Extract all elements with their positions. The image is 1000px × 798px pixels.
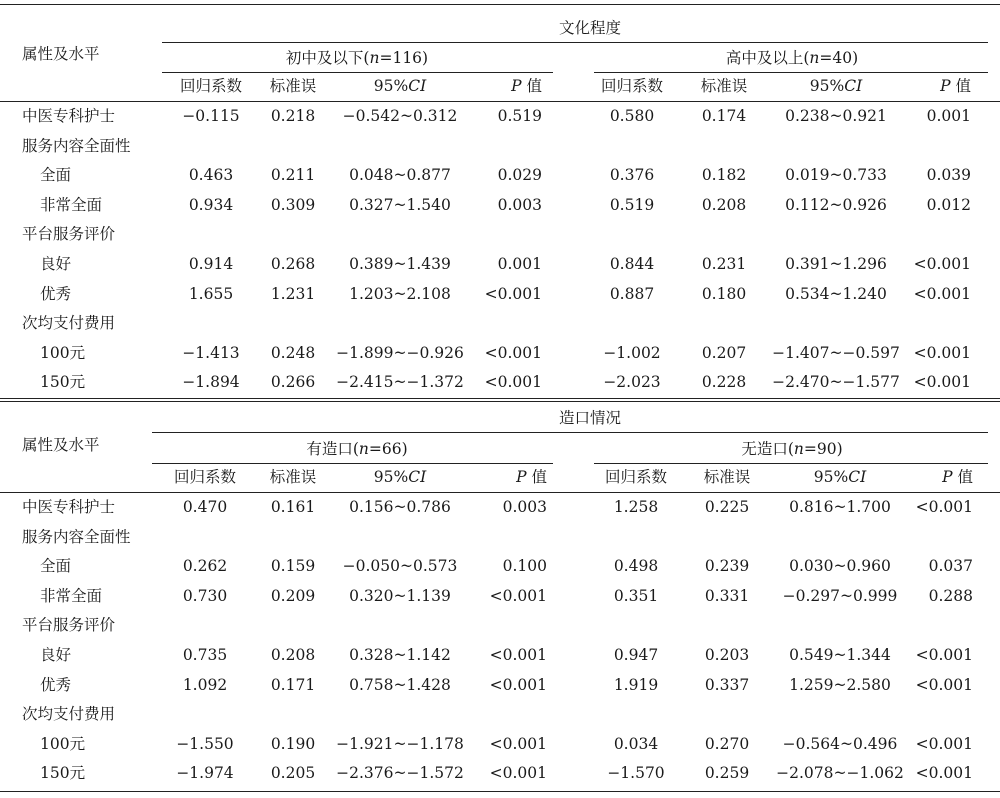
table-cell: 0.268 xyxy=(270,255,316,273)
row-label: 服务内容全面性 xyxy=(22,136,131,155)
table-cell: 0.519 xyxy=(609,195,655,214)
group-underline xyxy=(152,463,553,464)
table-cell: −1.899~−0.926 xyxy=(336,343,464,362)
row-label: 平台服务评价 xyxy=(22,225,116,244)
table-cell: 1.655 xyxy=(188,284,234,303)
column-header: P 值 xyxy=(511,77,542,95)
table-cell: −1.570 xyxy=(607,764,665,783)
table-cell: <0.001 xyxy=(489,764,547,783)
column-header: P 值 xyxy=(942,468,973,486)
table-cell: 1.092 xyxy=(182,675,228,694)
table-cell: 0.159 xyxy=(270,557,316,576)
column-header: 标准误 xyxy=(700,77,748,95)
table-cell: 0.156~0.786 xyxy=(349,498,451,516)
table-cell: 0.239 xyxy=(704,557,750,576)
table-title: 造口情况 xyxy=(558,409,622,427)
table-cell: 0.259 xyxy=(704,764,750,783)
table-cell: −1.894 xyxy=(182,373,240,392)
column-header: P 值 xyxy=(940,77,971,95)
table-cell: 0.030~0.960 xyxy=(789,557,891,576)
table-cell: 0.519 xyxy=(497,107,542,125)
table-cell: 0.376 xyxy=(609,166,655,185)
table-cell: 0.320~1.139 xyxy=(349,586,451,605)
table-cell: <0.001 xyxy=(484,343,542,362)
table-cell: 0.012 xyxy=(926,195,971,214)
table-cell: −1.974 xyxy=(176,764,234,783)
row-label: 次均支付费用 xyxy=(22,314,116,333)
group-underline xyxy=(594,463,988,464)
table-cell: 0.327~1.540 xyxy=(349,195,451,214)
table-cell: 0.580 xyxy=(609,107,655,125)
table-cell: 0.039 xyxy=(926,166,971,185)
table-cell: 0.331 xyxy=(704,586,750,605)
table-cell: 0.463 xyxy=(188,166,234,185)
column-header: 95%CI xyxy=(813,468,867,486)
table-cell: −1.413 xyxy=(182,343,240,362)
table-cell: 0.225 xyxy=(704,498,750,516)
column-header: 回归系数 xyxy=(179,77,243,95)
table-cell: 0.391~1.296 xyxy=(785,255,887,273)
column-header: 95%CI xyxy=(373,468,427,486)
table-cell: <0.001 xyxy=(489,646,547,664)
stub-header: 属性及水平 xyxy=(22,45,100,63)
row-label: 服务内容全面性 xyxy=(22,527,131,546)
table-cell: 0.328~1.142 xyxy=(349,646,451,664)
table-cell: −2.470~−1.577 xyxy=(772,373,900,392)
group-underline xyxy=(162,72,553,73)
column-header: 回归系数 xyxy=(600,77,664,95)
table-cell: 0.001 xyxy=(497,255,542,273)
table-cell: 0.174 xyxy=(701,107,747,125)
table-cell: 0.934 xyxy=(188,195,234,214)
table-cell: <0.001 xyxy=(489,734,547,753)
table-cell: 0.208 xyxy=(270,646,316,664)
table-title: 文化程度 xyxy=(558,19,622,37)
table-cell: −2.376~−1.572 xyxy=(336,764,464,783)
table-cell: 0.037 xyxy=(928,557,973,576)
row-label: 100元 xyxy=(40,734,86,753)
table-cell: 1.919 xyxy=(613,675,659,694)
row-label: 良好 xyxy=(40,255,72,273)
table-cell: 0.351 xyxy=(613,586,659,605)
row-label: 中医专科护士 xyxy=(22,107,116,125)
table-cell: 0.161 xyxy=(270,498,316,516)
table-cell: 0.270 xyxy=(704,734,750,753)
table-cell: <0.001 xyxy=(913,284,971,303)
table-cell: 0.207 xyxy=(701,343,747,362)
column-header: 标准误 xyxy=(703,468,751,486)
header-bottom-rule xyxy=(0,492,1000,493)
table-bottom-rule xyxy=(0,791,1000,792)
table-cell: −1.921~−1.178 xyxy=(336,734,464,753)
table-cell: 0.182 xyxy=(701,166,747,185)
group-header: 无造口(n=90) xyxy=(741,440,843,458)
table-cell: −0.564~0.496 xyxy=(782,734,898,753)
table-cell: 0.730 xyxy=(182,586,228,605)
table-cell: −2.415~−1.372 xyxy=(336,373,464,392)
table-cell: 0.112~0.926 xyxy=(785,195,887,214)
table-cell: 0.262 xyxy=(182,557,228,576)
column-header: P 值 xyxy=(516,468,547,486)
table-top-rule xyxy=(0,4,1000,5)
table-top-rule-double xyxy=(0,401,1000,402)
table-cell: 0.190 xyxy=(270,734,316,753)
table-cell: 0.816~1.700 xyxy=(789,498,891,516)
column-header: 回归系数 xyxy=(604,468,668,486)
header-bottom-rule xyxy=(0,101,1000,102)
table-cell: 0.003 xyxy=(497,195,542,214)
table-cell: 0.498 xyxy=(613,557,659,576)
table-cell: −2.078~−1.062 xyxy=(776,764,904,783)
table-cell: −1.002 xyxy=(603,343,661,362)
table-cell: 0.001 xyxy=(926,107,971,125)
column-header: 标准误 xyxy=(269,77,317,95)
table-cell: 0.309 xyxy=(270,195,316,214)
row-label: 优秀 xyxy=(40,284,72,303)
table-cell: <0.001 xyxy=(913,373,971,392)
group-header: 高中及以上(n=40) xyxy=(725,49,859,67)
row-label: 平台服务评价 xyxy=(22,616,116,635)
row-label: 次均支付费用 xyxy=(22,705,116,724)
table-cell: 0.389~1.439 xyxy=(349,255,451,273)
table-cell: 0.019~0.733 xyxy=(785,166,887,185)
row-label: 全面 xyxy=(40,166,72,185)
table-cell: 0.203 xyxy=(704,646,750,664)
table-cell: −0.050~0.573 xyxy=(342,557,458,576)
table-cell: 0.238~0.921 xyxy=(785,107,887,125)
column-header: 标准误 xyxy=(269,468,317,486)
table-cell: <0.001 xyxy=(484,373,542,392)
table-cell: 0.549~1.344 xyxy=(789,646,891,664)
table-cell: 0.205 xyxy=(270,764,316,783)
table-cell: 0.947 xyxy=(613,646,659,664)
table-cell: 0.914 xyxy=(188,255,234,273)
table-cell: −1.550 xyxy=(176,734,234,753)
table-cell: 0.228 xyxy=(701,373,747,392)
table-cell: 0.029 xyxy=(497,166,542,185)
table-cell: 0.218 xyxy=(270,107,316,125)
group-header: 有造口(n=66) xyxy=(306,440,408,458)
row-label: 100元 xyxy=(40,343,86,362)
row-label: 非常全面 xyxy=(40,586,103,605)
column-header: 回归系数 xyxy=(173,468,237,486)
table-cell: <0.001 xyxy=(489,586,547,605)
table-cell: 0.266 xyxy=(270,373,316,392)
table-cell: 0.534~1.240 xyxy=(785,284,887,303)
row-label: 非常全面 xyxy=(40,195,103,214)
table-cell: <0.001 xyxy=(915,675,973,694)
table-cell: 0.100 xyxy=(502,557,547,576)
table-cell: 0.171 xyxy=(270,675,316,694)
table-cell: <0.001 xyxy=(913,255,971,273)
table-cell: 0.470 xyxy=(182,498,228,516)
row-label: 中医专科护士 xyxy=(22,498,116,516)
table-cell: −0.115 xyxy=(182,107,240,125)
table-cell: 1.258 xyxy=(613,498,659,516)
table-cell: <0.001 xyxy=(484,284,542,303)
row-label: 150元 xyxy=(40,764,86,783)
title-underline xyxy=(152,432,988,433)
table-cell: 0.337 xyxy=(704,675,750,694)
table-cell: 0.758~1.428 xyxy=(349,675,451,694)
row-label: 150元 xyxy=(40,373,86,392)
column-header: 95%CI xyxy=(809,77,863,95)
table-cell: 0.034 xyxy=(613,734,659,753)
table-cell: 0.209 xyxy=(270,586,316,605)
table-top-rule xyxy=(0,398,1000,399)
table-cell: 0.887 xyxy=(609,284,655,303)
group-header: 初中及以下(n=116) xyxy=(285,49,429,67)
table-cell: −0.297~0.999 xyxy=(782,586,898,605)
title-underline xyxy=(162,42,988,43)
table-cell: −0.542~0.312 xyxy=(342,107,458,125)
table-cell: 0.048~0.877 xyxy=(349,166,451,185)
table-cell: 1.259~2.580 xyxy=(789,675,891,694)
table-cell: 0.231 xyxy=(701,255,747,273)
table-cell: <0.001 xyxy=(915,734,973,753)
table-cell: 1.203~2.108 xyxy=(349,284,451,303)
table-cell: 0.844 xyxy=(609,255,655,273)
row-label: 良好 xyxy=(40,646,72,664)
table-cell: 0.288 xyxy=(928,586,973,605)
row-label: 优秀 xyxy=(40,675,72,694)
table-cell: 0.735 xyxy=(182,646,228,664)
table-cell: −1.407~−0.597 xyxy=(772,343,900,362)
table-cell: <0.001 xyxy=(915,646,973,664)
stub-header: 属性及水平 xyxy=(22,436,100,454)
table-cell: <0.001 xyxy=(915,498,973,516)
table-cell: 0.208 xyxy=(701,195,747,214)
table-cell: <0.001 xyxy=(489,675,547,694)
column-header: 95%CI xyxy=(373,77,427,95)
table-cell: 0.003 xyxy=(502,498,547,516)
table-cell: <0.001 xyxy=(915,764,973,783)
table-cell: 0.248 xyxy=(270,343,316,362)
table-cell: 0.211 xyxy=(270,166,316,185)
row-label: 全面 xyxy=(40,557,72,576)
group-underline xyxy=(594,72,988,73)
table-cell: −2.023 xyxy=(603,373,661,392)
table-cell: <0.001 xyxy=(913,343,971,362)
table-cell: 1.231 xyxy=(270,284,316,303)
table-cell: 0.180 xyxy=(701,284,747,303)
